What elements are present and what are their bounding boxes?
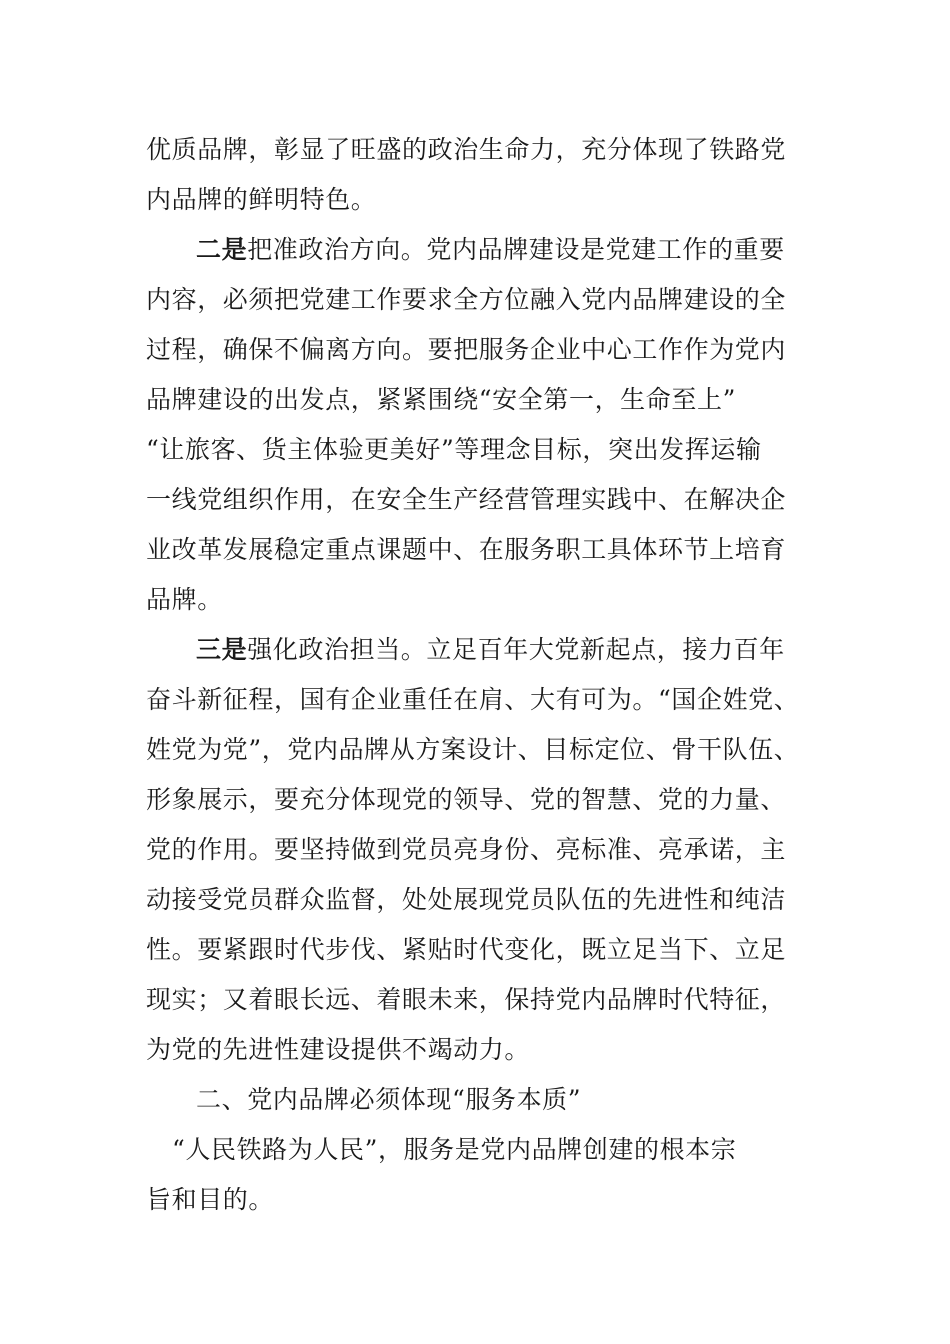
text-line: 动接受党员群众监督，处处展现党员队伍的先进性和纯洁 xyxy=(146,885,787,914)
text-line: 为党的先进性建设提供不竭动力。 xyxy=(146,1035,531,1064)
text-line: 内品牌的鲜明特色。 xyxy=(146,185,377,214)
text-line: 品牌。 xyxy=(146,585,223,614)
text-line: 旨和目的。 xyxy=(146,1185,275,1214)
text-line: 党的作用。要坚持做到党员亮身份、亮标准、亮承诺，主 xyxy=(146,835,787,864)
section-heading: 二、党内品牌必须体现“服务本质” xyxy=(196,1085,582,1114)
text-line: 过程，确保不偏离方向。要把服务企业中心工作作为党内 xyxy=(146,335,787,364)
text-line: “让旅客、货主体验更美好”等理念目标，突出发挥运输 xyxy=(146,435,762,464)
text-line: 一线党组织作用，在安全生产经营管理实践中、在解决企 xyxy=(146,485,787,514)
paragraph-three-first-line: 三是强化政治担当。立足百年大党新起点，接力百年 xyxy=(196,635,785,664)
paragraph-lead: 三是 xyxy=(196,635,248,664)
text-line: 性。要紧跟时代步伐、紧贴时代变化，既立足当下、立足 xyxy=(146,935,787,964)
text-line: “人民铁路为人民”，服务是党内品牌创建的根本宗 xyxy=(172,1135,737,1164)
text-line: 形象展示，要充分体现党的领导、党的智慧、党的力量、 xyxy=(146,785,787,814)
text-line: 内容，必须把党建工作要求全方位融入党内品牌建设的全 xyxy=(146,285,787,314)
text-line: 奋斗新征程，国有企业重任在肩、大有可为。“国企姓党、 xyxy=(146,685,800,714)
paragraph-two-first-line: 二是把准政治方向。党内品牌建设是党建工作的重要 xyxy=(196,235,785,264)
text-line: 现实；又着眼长远、着眼未来，保持党内品牌时代特征， xyxy=(146,985,787,1014)
text-line: 姓党为党”，党内品牌从方案设计、目标定位、骨干队伍、 xyxy=(146,735,800,764)
text-line: 业改革发展稳定重点课题中、在服务职工具体环节上培育 xyxy=(146,535,787,564)
paragraph-lead: 二是 xyxy=(196,235,248,264)
text-line: 优质品牌，彰显了旺盛的政治生命力，充分体现了铁路党 xyxy=(146,135,787,164)
text-line: 品牌建设的出发点，紧紧围绕“安全第一，生命至上” xyxy=(146,385,736,414)
